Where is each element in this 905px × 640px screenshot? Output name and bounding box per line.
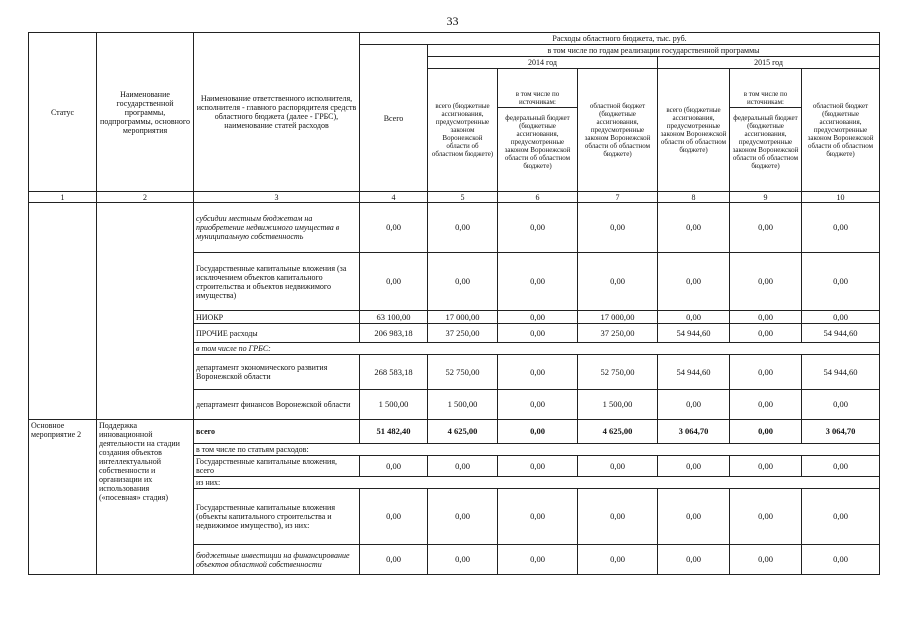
header-federal-2015: в том числе по источникам: федеральный бюджет (бюджетные ассигнования, предусмотренные законом Воронежской области об областном бюджете) [730, 69, 802, 192]
expense-item-label: в том числе по ГРБС: [194, 343, 880, 355]
value-cell: 0,00 [360, 545, 428, 575]
value-cell: 54 944,60 [658, 355, 730, 390]
value-cell: 0,00 [658, 390, 730, 420]
measure-name: Поддержка инновационной деятельности на стадии создания объектов интеллектуальной собственности и организации их использования («посевная» стадия) [97, 420, 194, 575]
measure-status: Основное мероприятие 2 [29, 420, 97, 575]
value-cell: 0,00 [578, 545, 658, 575]
budget-table [28, 32, 880, 575]
value-cell: 0,00 [658, 253, 730, 311]
value-cell: 0,00 [498, 203, 578, 253]
header-regional-2015: областной бюджет (бюджетные ассигнования, предусмотренные законом Воронежской области об областном бюджете) [802, 69, 880, 192]
table-row [29, 420, 880, 444]
value-cell: 52 750,00 [578, 355, 658, 390]
value-cell: 0,00 [498, 253, 578, 311]
value-cell: 1 500,00 [360, 390, 428, 420]
value-cell: 0,00 [658, 489, 730, 545]
value-cell: 0,00 [498, 420, 578, 444]
value-cell: 0,00 [802, 489, 880, 545]
header-status: Статус [29, 33, 97, 192]
col-number: 4 [360, 192, 428, 203]
expense-item-label: субсидии местным бюджетам на приобретение недвижимого имущества в муниципальную собственность [194, 203, 360, 253]
value-cell: 37 250,00 [578, 324, 658, 343]
expense-item-label: всего [194, 420, 360, 444]
table-header [29, 33, 880, 203]
value-cell: 0,00 [730, 489, 802, 545]
value-cell: 0,00 [498, 311, 578, 324]
value-cell: 0,00 [730, 456, 802, 477]
value-cell: 0,00 [730, 390, 802, 420]
expense-item-label: Государственные капитальные вложения (объекты капитального строительства и недвижимое имущество), из них: [194, 489, 360, 545]
table-body-measure-2 [29, 420, 880, 575]
value-cell: 0,00 [658, 311, 730, 324]
col-number: 10 [802, 192, 880, 203]
value-cell: 17 000,00 [578, 311, 658, 324]
header-federal-2014: в том числе по источникам: федеральный бюджет (бюджетные ассигнования, предусмотренные законом Воронежской области об областном бюджете) [498, 69, 578, 192]
value-cell: 0,00 [578, 456, 658, 477]
value-cell: 0,00 [802, 545, 880, 575]
value-cell: 0,00 [498, 355, 578, 390]
header-total-budget-2015: всего (бюджетные ассигнования, предусмотренные законом Воронежской области об областном бюджете) [658, 69, 730, 192]
header-total-budget-2014: всего (бюджетные ассигнования, предусмотренные законом Воронежской области об областном бюджете) [428, 69, 498, 192]
header-regional-2014: областной бюджет (бюджетные ассигнования, предусмотренные законом Воронежской области об областном бюджете) [578, 69, 658, 192]
value-cell: 0,00 [428, 545, 498, 575]
value-cell: 0,00 [498, 456, 578, 477]
header-by-sources-2014: в том числе по источникам: [498, 90, 577, 108]
expense-item-label: ПРОЧИЕ расходы [194, 324, 360, 343]
col-number: 2 [97, 192, 194, 203]
value-cell: 3 064,70 [802, 420, 880, 444]
value-cell: 0,00 [658, 203, 730, 253]
status-cell-empty [29, 203, 97, 420]
expense-item-label: из них: [194, 477, 880, 489]
header-total: Всего [360, 45, 428, 192]
header-executor: Наименование ответственного исполнителя, исполнителя - главного распорядителя средств областного бюджета (далее - ГРБС), наименование статей расходов [194, 33, 360, 192]
page-number: 33 [446, 14, 459, 28]
value-cell: 51 482,40 [360, 420, 428, 444]
column-numbers-row [29, 192, 880, 203]
value-cell: 4 625,00 [428, 420, 498, 444]
value-cell: 54 944,60 [802, 324, 880, 343]
value-cell: 0,00 [802, 456, 880, 477]
value-cell: 0,00 [578, 253, 658, 311]
value-cell: 0,00 [360, 489, 428, 545]
value-cell: 268 583,18 [360, 355, 428, 390]
value-cell: 0,00 [802, 390, 880, 420]
value-cell: 0,00 [360, 203, 428, 253]
expense-item-label: департамент финансов Воронежской области [194, 390, 360, 420]
header-program-name: Наименование государственной программы, подпрограммы, основного мероприятия [97, 33, 194, 192]
value-cell: 0,00 [730, 355, 802, 390]
value-cell: 0,00 [498, 390, 578, 420]
value-cell: 1 500,00 [428, 390, 498, 420]
col-number: 9 [730, 192, 802, 203]
header-year-2014: 2014 год [428, 57, 658, 69]
value-cell: 0,00 [730, 203, 802, 253]
expense-item-label: бюджетные инвестиции на финансирование объектов областной собственности [194, 545, 360, 575]
value-cell: 0,00 [578, 489, 658, 545]
header-by-sources-2015: в том числе по источникам: [730, 90, 801, 108]
expense-item-label: Государственные капитальные вложения (за исключением объектов капитального строительства и объектов недвижимого имущества) [194, 253, 360, 311]
expense-item-label: НИОКР [194, 311, 360, 324]
value-cell: 0,00 [730, 253, 802, 311]
value-cell: 0,00 [730, 545, 802, 575]
col-number: 6 [498, 192, 578, 203]
value-cell: 3 064,70 [658, 420, 730, 444]
value-cell: 0,00 [802, 203, 880, 253]
expense-item-label: департамент экономического развития Воронежской области [194, 355, 360, 390]
value-cell: 0,00 [428, 456, 498, 477]
table-row [29, 203, 880, 253]
value-cell: 17 000,00 [428, 311, 498, 324]
value-cell: 0,00 [802, 253, 880, 311]
value-cell: 0,00 [360, 253, 428, 311]
value-cell: 0,00 [730, 324, 802, 343]
value-cell: 54 944,60 [802, 355, 880, 390]
value-cell: 0,00 [730, 311, 802, 324]
header-by-years: в том числе по годам реализации государственной программы [428, 45, 880, 57]
value-cell: 37 250,00 [428, 324, 498, 343]
value-cell: 0,00 [658, 545, 730, 575]
program-name-cell-empty [97, 203, 194, 420]
value-cell: 0,00 [360, 456, 428, 477]
value-cell: 206 983,18 [360, 324, 428, 343]
header-year-2015: 2015 год [658, 57, 880, 69]
value-cell: 0,00 [498, 324, 578, 343]
value-cell: 4 625,00 [578, 420, 658, 444]
value-cell: 0,00 [578, 203, 658, 253]
value-cell: 0,00 [428, 489, 498, 545]
col-number: 8 [658, 192, 730, 203]
header-expenses: Расходы областного бюджета, тыс. руб. [360, 33, 880, 45]
col-number: 5 [428, 192, 498, 203]
value-cell: 0,00 [730, 420, 802, 444]
table-body-previous-measure [29, 203, 880, 420]
value-cell: 52 750,00 [428, 355, 498, 390]
expense-item-label: в том числе по статьям расходов: [194, 444, 880, 456]
expense-item-label: Государственные капитальные вложения, всего [194, 456, 360, 477]
value-cell: 63 100,00 [360, 311, 428, 324]
col-number: 3 [194, 192, 360, 203]
value-cell: 0,00 [498, 545, 578, 575]
value-cell: 0,00 [428, 253, 498, 311]
value-cell: 54 944,60 [658, 324, 730, 343]
value-cell: 0,00 [658, 456, 730, 477]
col-number: 7 [578, 192, 658, 203]
col-number: 1 [29, 192, 97, 203]
value-cell: 0,00 [428, 203, 498, 253]
value-cell: 1 500,00 [578, 390, 658, 420]
value-cell: 0,00 [498, 489, 578, 545]
value-cell: 0,00 [802, 311, 880, 324]
